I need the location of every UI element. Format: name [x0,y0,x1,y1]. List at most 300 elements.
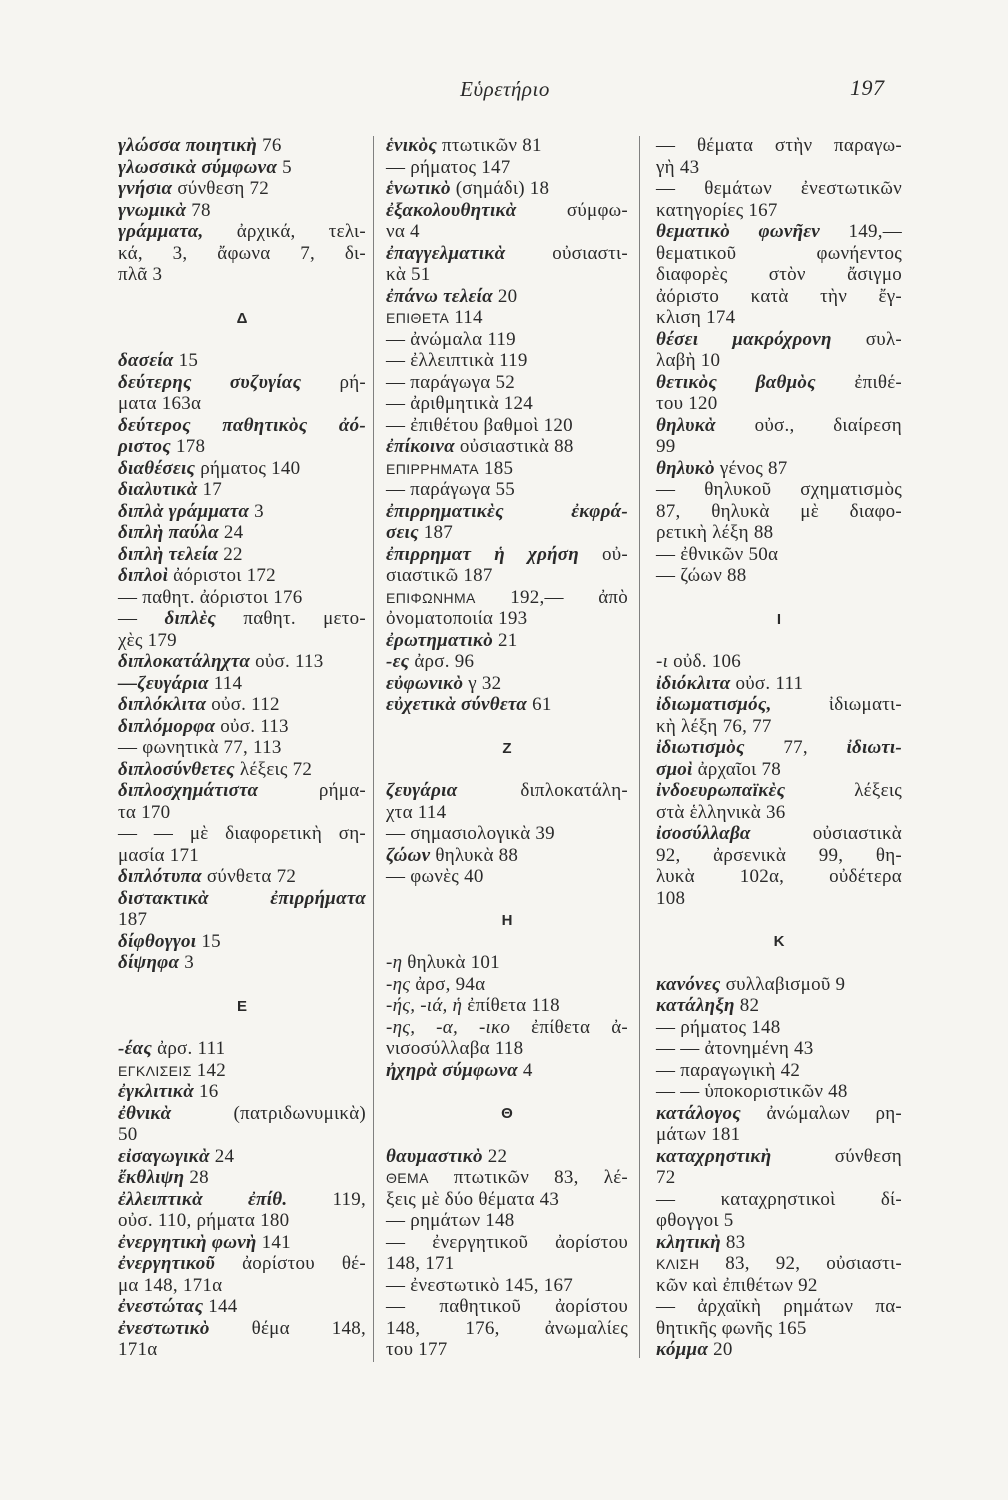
index-text: 178 [170,436,206,457]
index-term: ἐπιρρηματ ἡ χρήση [386,543,579,565]
index-line [118,501,366,523]
index-line [656,221,902,243]
index-line [118,1253,366,1275]
index-line [386,307,628,329]
index-line [118,372,366,394]
index-term: δεύτερης συζυγίας [118,371,302,393]
index-line [656,888,902,910]
index-line [118,350,366,372]
index-text: 22 [482,1145,508,1167]
index-text: λυκὰ 102α, οὐδέτερα [656,866,902,887]
index-term: κόμμα [656,1339,709,1360]
index-line [656,716,902,738]
index-term: εὐχετικὰ σύνθετα [386,694,528,715]
index-text: σύμφω- [516,199,628,221]
index-text: ρετικὴ λέξη 88 [656,522,774,543]
index-text: οὐσ., διαίρεση [715,414,902,436]
index-line [386,286,628,308]
index-term: ἐγκλιτικὰ [118,1081,195,1102]
index-text: πτωτικῶν 83, λέ- [428,1167,628,1188]
index-text: 21 [493,629,518,651]
index-line [118,694,366,716]
index-text: σιαστικῶ 187 [386,565,493,586]
index-line [386,630,628,652]
index-line [656,759,902,781]
index-text: θητικῆς φωνῆς 165 [656,1317,807,1339]
index-line [118,1103,366,1125]
index-text: ἀορίστου θέ- [215,1253,366,1274]
index-line [118,630,366,652]
index-line [118,888,366,910]
index-text: 4 [517,1059,533,1081]
index-line [656,737,902,759]
index-term: διπλὲς [164,608,217,629]
index-text: 17 [197,479,223,500]
index-line [118,415,366,437]
index-text: — ἐνεστωτικὸ 145, 167 [386,1274,574,1296]
index-term: θαυμαστικὸ [386,1145,483,1167]
index-text: ἀόριστοι 172 [168,565,276,586]
index-ending: -ής, -ιά, ἡ [386,995,463,1016]
index-line [656,995,902,1017]
index-category: ΚΛΙΣΗ [656,1256,700,1272]
index-term: διπλοὶ [118,565,169,586]
index-text: — ἐθνικῶν 50α [656,543,779,565]
section-letter: Ζ [502,739,512,757]
section-letter: Δ [236,309,248,327]
index-line [118,458,366,480]
index-term: γλωσσικὰ σύμφωνα [118,156,278,178]
index-column-3 [656,135,902,1361]
index-line [118,1189,366,1211]
index-term: -ες [386,651,410,672]
index-line [656,1167,902,1189]
index-term: διπλοσύνθετες [118,758,235,780]
index-line [386,587,628,609]
index-line [118,393,366,415]
index-column-2 [386,135,628,1361]
index-term: σμοὶ [656,758,693,780]
index-line [118,608,366,630]
index-line [656,651,902,673]
section-letter: Ι [776,610,782,628]
index-text: οὐ- [578,543,629,565]
index-line [118,544,366,566]
index-line [118,436,366,458]
index-line [118,1318,366,1340]
index-term: ἐνεργητικοῦ [118,1253,216,1274]
index-line [386,135,628,157]
index-line [656,780,902,802]
index-line [386,501,628,523]
index-line [656,372,902,394]
section-letter: Ε [236,997,247,1015]
index-text: θηλυκὰ 88 [430,844,519,866]
index-line [656,479,902,501]
index-line [656,544,902,566]
index-text: 141 [256,1231,291,1253]
index-term: ἰδιωτισμὸς [656,737,745,758]
index-term: διπλότυπα [118,866,202,887]
index-text: 148, 171 [386,1253,455,1274]
index-line [118,522,366,544]
index-line [386,651,628,673]
index-line [386,1275,628,1297]
index-line [118,243,366,265]
index-term: θηλυκὸ [656,457,715,479]
index-text: κὴ λέξη 76, 77 [656,715,772,737]
index-line [656,307,902,329]
index-term: δίψηφα [118,952,180,973]
index-line [386,436,628,458]
index-line [656,1146,902,1168]
index-term: δασεία [118,350,174,371]
index-text: — φωνὲς 40 [386,866,484,887]
index-text: 114 [449,307,483,328]
index-text: 20 [492,285,518,307]
index-line [386,1017,628,1039]
index-term: ζευγάρια [386,780,458,801]
index-line [656,393,902,415]
index-text: θεματικοῦ φωνήεντος [656,242,902,264]
index-text: ἐπιθέ- [815,371,903,393]
index-line [118,931,366,953]
index-term: ἐπάνω τελεία [386,285,493,307]
index-text: 108 [656,887,686,909]
index-ending: -ης, -α, -ικο [386,1016,511,1038]
index-text: παθητ. μετο- [216,608,366,629]
index-text: ἀόριστο κατὰ τὴν ἔγ- [656,285,902,307]
index-term: ἐλλειπτικὰ ἐπίθ. [118,1188,288,1210]
index-text: (σημάδι) 18 [450,178,550,199]
index-line [118,479,366,501]
index-text: οὐσιαστικὰ [750,823,902,844]
index-text: — ἐνεργητικοῦ ἀορίστου [386,1231,628,1253]
index-text: — ἐπιθέτου βαθμοὶ 120 [386,414,573,436]
index-line [118,651,366,673]
index-term: διστακτικὰ ἐπιρρήματα [118,887,366,909]
index-term: θεματικὸ φωνῆεν [656,221,820,242]
index-line [656,350,902,372]
index-line [656,802,902,824]
index-text: διπλοκατάλη- [457,780,628,801]
index-text: 50 [118,1124,138,1145]
index-line [118,737,366,759]
index-term: καταχρηστικὴ [656,1145,772,1167]
index-line [386,845,628,867]
index-text: — παράγωγα 52 [386,371,515,393]
running-head: Εὑρετήριο [460,77,550,101]
index-line [656,1253,902,1275]
index-line [656,415,902,437]
index-line [118,1296,366,1318]
index-ending: -ης [386,973,411,995]
index-line [118,1146,366,1168]
index-line [386,415,628,437]
index-line [118,1167,366,1189]
index-text: 20 [708,1339,733,1360]
index-line [656,1232,902,1254]
index-line [118,157,366,179]
index-line [656,286,902,308]
section-letter: Θ [501,1105,513,1122]
index-line [386,200,628,222]
index-text: σύνθεση [771,1145,902,1167]
index-term: γνήσια [118,178,173,199]
index-term: διπλοκατάληχτα [118,651,251,672]
index-text: κὰ 51 [386,264,431,285]
index-text: 82 [734,995,760,1016]
index-line [386,1189,628,1211]
index-text: 5 [277,156,292,178]
index-line [386,608,628,630]
index-text: λέξεις [785,780,902,801]
index-text: θηλυκὰ 101 [402,952,500,973]
index-line [386,243,628,265]
index-term: δεύτερος παθητικὸς ἀό- [118,414,366,436]
index-text: 114 [208,672,243,694]
index-line [656,436,902,458]
index-text: (πατριδωνυμικὰ) [171,1102,366,1124]
index-line [118,1081,366,1103]
index-line [656,1017,902,1039]
index-category: ΘΕΜΑ [386,1170,429,1186]
index-term: θετικὸς βαθμὸς [656,371,816,393]
index-line [386,393,628,415]
index-text: ρήματος 140 [195,457,301,479]
index-term: διαθέσεις [118,457,196,479]
index-line [118,673,366,695]
index-text: — παραγωγικὴ 42 [656,1059,801,1081]
index-term: σεις [386,522,419,543]
index-line [656,1318,902,1340]
index-line [386,673,628,695]
index-line [386,221,628,243]
index-text: — [118,608,165,629]
index-text: ἐπίθετα 118 [462,995,560,1016]
index-text: 148, 176, ἀνωμαλίες [386,1317,628,1339]
index-text: 16 [194,1081,219,1102]
index-category: ΕΠΙΡΡΗΜΑΤΑ [386,460,479,477]
index-line [118,823,366,845]
index-text: να 4 [386,221,420,242]
index-text: 3 [179,952,195,973]
index-text: μασία 171 [118,844,199,866]
index-text: ἀνώμαλων ρη- [740,1102,902,1124]
index-text: ρή- [301,371,367,393]
index-term: ἠχηρὰ σύμφωνα [386,1059,518,1081]
index-text: κλιση 174 [656,307,736,328]
index-text: 28 [184,1167,209,1188]
index-text: — παράγωγα 55 [386,479,515,500]
index-text: 15 [196,930,221,952]
index-line [118,759,366,781]
index-line [386,157,628,179]
index-text: μάτων 181 [656,1124,741,1145]
index-line [118,909,366,931]
index-term: γλώσσα ποιητικὴ [118,135,258,156]
index-text: 15 [173,350,199,371]
index-term: διπλόμορφα [118,715,216,737]
index-line [656,1296,902,1318]
index-line [118,221,366,243]
index-term: κατάλογος [656,1102,741,1124]
index-text: κῶν καὶ ἐπιθέτων 92 [656,1274,818,1296]
index-line [656,1081,902,1103]
index-text: — — μὲ διαφορετικὴ ση- [118,823,366,844]
index-line [386,1339,628,1361]
index-text: γένος 87 [714,457,788,479]
index-text: οὐδ. 106 [668,651,741,672]
index-term: ἑνικὸς [386,135,438,156]
index-line [386,802,628,824]
index-text: οὐσ. 110, ρήματα 180 [118,1210,290,1231]
index-line [386,1296,628,1318]
index-text: — παθητ. ἀόριστοι 176 [118,586,303,608]
index-line [656,264,902,286]
index-line [656,522,902,544]
index-line [656,1103,902,1125]
index-line [118,845,366,867]
index-term: κατάληξη [656,995,735,1016]
index-term: γράμματα, [118,221,204,242]
index-line [386,544,628,566]
index-text: — ζώων 88 [656,565,747,586]
page-number: 197 [850,75,885,100]
index-text: 76 [257,135,282,156]
index-text: πτωτικῶν 81 [437,135,542,156]
index-line [118,716,366,738]
index-line [656,823,902,845]
index-text: — ἀνώμαλα 119 [386,328,516,350]
index-ending: -η [386,952,403,973]
index-text: 3 [249,500,264,522]
index-text: μα 148, 171α [118,1274,223,1296]
index-line [386,458,628,480]
index-line [656,501,902,523]
index-term: διπλόκλιτα [118,694,207,715]
index-category: ΕΠΙΦΩΝΗΜΑ [386,589,476,606]
index-text: στὰ ἑλληνικὰ 36 [656,801,786,823]
index-text: τα 170 [118,801,171,823]
index-text: — ἐλλειπτικὰ 119 [386,350,528,371]
index-term: ριστος [118,436,171,457]
index-line [118,200,366,222]
index-text: σύνθεση 72 [172,178,270,199]
index-text: ἀρχικά, τελι- [203,221,366,242]
index-term: γνωμικὰ [118,199,187,221]
index-term: ἰσοσύλλαβα [656,823,751,844]
index-line [656,135,902,157]
index-text: 24 [218,522,244,543]
index-text: 87, θηλυκὰ μὲ διαφο- [656,500,902,522]
index-text: 72 [656,1167,676,1188]
index-term: διπλοσχημάτιστα [118,780,259,801]
index-line [656,673,902,695]
index-term: ἰδιωτι- [846,737,902,758]
index-line [118,1339,366,1361]
index-text: 22 [218,543,243,565]
index-line [386,1038,628,1060]
index-line [656,329,902,351]
index-text: γὴ 43 [656,156,700,178]
index-line [656,694,902,716]
index-line [386,1318,628,1340]
index-text: οὐσιαστι- [505,242,628,264]
index-text: — παθητικοῦ ἀορίστου [386,1296,628,1317]
index-line [386,1146,628,1168]
index-text: 171α [118,1339,158,1360]
index-text: πλᾶ 3 [118,264,163,285]
index-text: συλ- [831,328,902,350]
index-text: — θεμάτων ἐνεστωτικῶν [656,178,902,199]
index-text: του 177 [386,1339,448,1360]
index-line [656,565,902,587]
index-text: ματα 163α [118,393,202,414]
index-text: ἀρσ. 111 [152,1038,226,1059]
index-text: οὐσιαστικὰ 88 [454,436,574,457]
index-line [386,694,628,716]
index-text: κά, 3, ἄφωνα 7, δι- [118,242,366,264]
index-term: εἰσαγωγικὰ [118,1145,210,1167]
section-letter: Κ [773,933,785,950]
index-line [386,1060,628,1082]
index-text: 142 [191,1059,227,1081]
index-line [118,1210,366,1232]
index-line [118,565,366,587]
index-text: διαφορὲς στὸν ἄσιγμο [656,264,902,285]
index-text: — ρήματος 147 [386,156,511,178]
index-term: διπλὴ τελεία [118,543,219,565]
index-text: 83 [720,1231,746,1253]
index-term: ἐρωτηματικὸ [386,629,494,651]
index-term: δίφθογγοι [118,930,197,952]
index-line [656,845,902,867]
index-line [386,350,628,372]
index-term: ἑνωτικὸ [386,178,451,199]
index-line [386,952,628,974]
index-text: — καταχρηστικοὶ δί- [656,1188,902,1210]
index-line [656,1275,902,1297]
index-line [386,974,628,996]
index-line [386,372,628,394]
index-line [386,1167,628,1189]
index-category: ΕΠΙΘΕΤΑ [386,310,450,326]
index-text: 187 [418,522,454,543]
index-line [386,1232,628,1254]
index-text: — ρημάτων 148 [386,1210,515,1231]
index-line [656,200,902,222]
index-text: του 120 [656,393,718,414]
index-line [118,587,366,609]
index-line [118,952,366,974]
index-line [656,1210,902,1232]
index-term: εὐφωνικὸ [386,672,464,694]
index-text: συλλαβισμοῦ 9 [720,973,846,995]
index-line [656,178,902,200]
index-term: θηλυκὰ [656,414,716,436]
index-text: ὀνοματοποιία 193 [386,608,528,629]
index-line [656,1339,902,1361]
index-term: —ζευγάρια [118,672,209,694]
index-text: γ 32 [463,672,502,694]
index-text: 185 [478,457,514,479]
index-text: — — ἀτονημένη 43 [656,1038,814,1059]
index-text: λαβὴ 10 [656,350,721,371]
index-column-1 [118,135,366,1361]
index-term: ἐθνικὰ [118,1102,172,1124]
index-line [118,866,366,888]
